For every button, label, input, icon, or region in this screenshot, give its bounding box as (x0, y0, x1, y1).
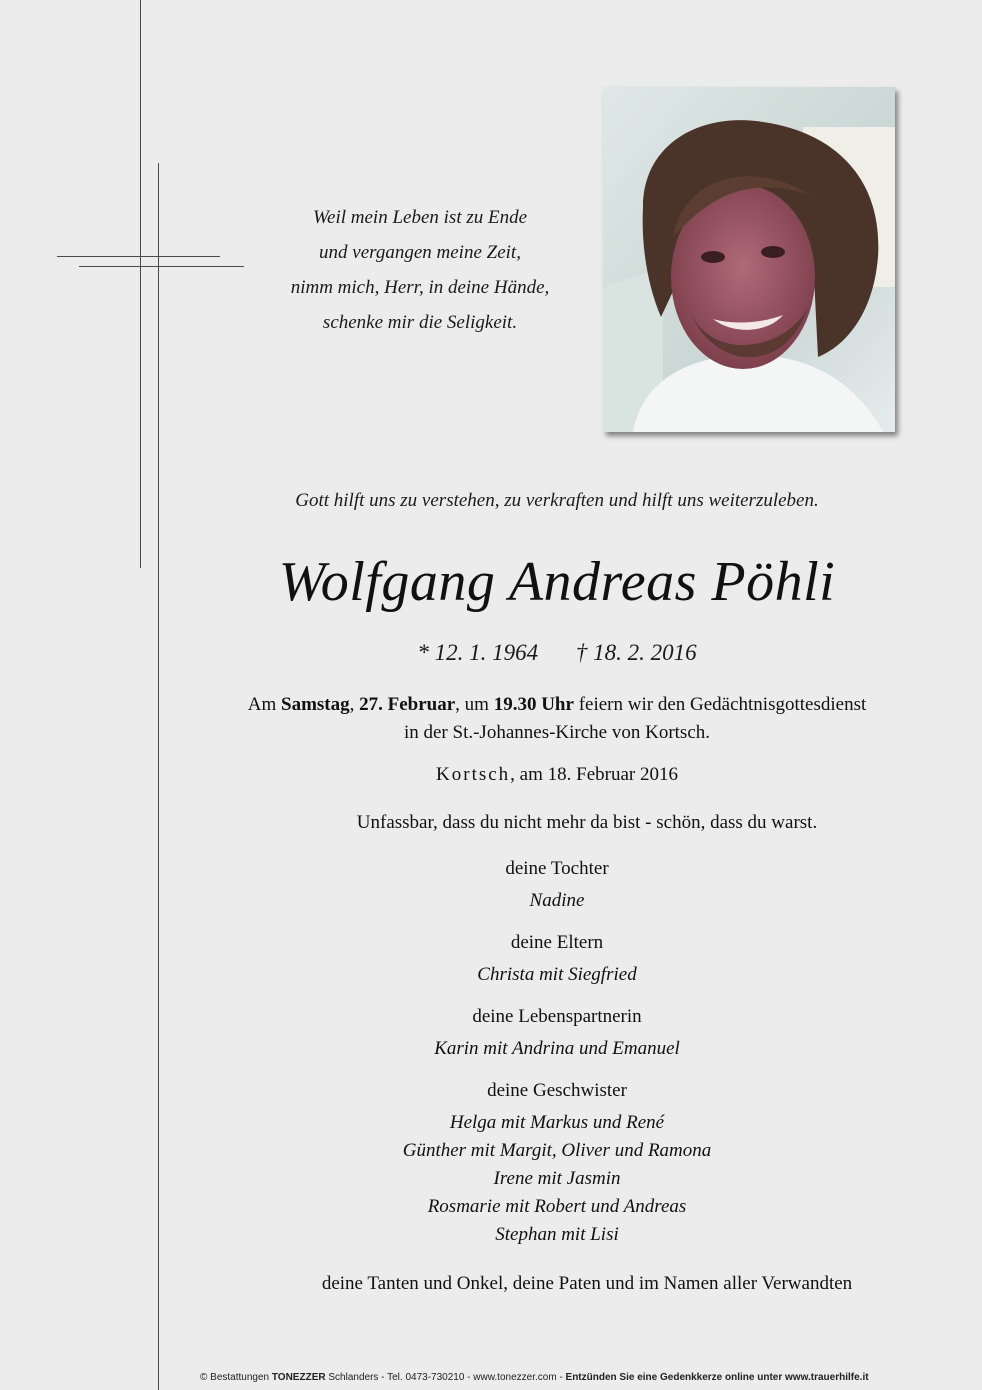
service-line-1 (190, 691, 924, 719)
footer-text: Schlanders - Tel. 0473-730210 - www.tonezzer.com - (325, 1372, 566, 1383)
quote-line: nimm mich, Herr, in deine Hände, (290, 277, 550, 298)
relative-title: deine Geschwister (487, 1080, 627, 1101)
service-text: feiern wir den Gedächtnisgottesdienst (573, 694, 867, 715)
footer-credit (200, 1372, 980, 1383)
portrait-photo (603, 87, 895, 432)
relatives-list (190, 855, 924, 1263)
service-text: , um (455, 694, 494, 715)
cross-horizontal-line-bottom (79, 266, 244, 267)
relative-name: Rosmarie mit Robert und Andreas (427, 1196, 687, 1217)
cross-vertical-line-right (158, 163, 159, 1390)
relative-name: Günther mit Margit, Oliver und Ramona (402, 1140, 712, 1161)
quote-line: Weil mein Leben ist zu Ende (312, 207, 528, 228)
footer-text: © Bestattungen (200, 1372, 272, 1383)
relative-title: deine Lebenspartnerin (472, 1006, 642, 1027)
service-date: 27. Februar (359, 694, 456, 715)
relative-group-parents (190, 929, 924, 989)
death-date: † 18. 2. 2016 (575, 640, 697, 665)
relative-name: Helga mit Markus und René (449, 1112, 665, 1133)
relative-name: Irene mit Jasmin (493, 1168, 621, 1189)
portrait-image (603, 87, 895, 432)
service-day: Samstag (281, 694, 350, 715)
relative-name: Nadine (529, 890, 585, 911)
cross-vertical-line-left (140, 0, 141, 568)
place-town: Kortsch (436, 764, 511, 785)
relative-group-partner (190, 1003, 924, 1063)
relative-group-daughter (190, 855, 924, 915)
quote-line: und vergangen meine Zeit, (319, 242, 521, 263)
relative-name: Christa mit Siegfried (477, 964, 637, 985)
memorial-quote (230, 200, 610, 340)
relative-title: deine Tochter (505, 858, 609, 879)
deceased-name: Wolfgang Andreas Pöhli (278, 551, 836, 613)
relative-name: Stephan mit Lisi (495, 1224, 619, 1245)
place-date: , am 18. Februar 2016 (510, 764, 678, 785)
relative-name: Karin mit Andrina und Emanuel (434, 1038, 680, 1059)
service-text: , (349, 694, 360, 715)
service-line-2: in der St.-Johannes-Kirche von Kortsch. (403, 722, 711, 743)
birth-date: * 12. 1. 1964 (417, 640, 539, 665)
quote-line: schenke mir die Seligkeit. (322, 312, 518, 333)
cross-horizontal-line-top (57, 256, 220, 257)
service-time: 19.30 Uhr (493, 694, 574, 715)
footer-company: TONEZZER (271, 1372, 326, 1383)
life-dates (190, 640, 924, 666)
memorial-service-info (190, 691, 924, 747)
motto: Gott hilft uns zu verstehen, zu verkraften und hilft uns weiterzuleben. (295, 490, 819, 511)
farewell-line: Unfassbar, dass du nicht mehr da bist - schön, dass du warst. (356, 812, 818, 833)
relative-title: deine Eltern (510, 932, 604, 953)
closing-line: deine Tanten und Onkel, deine Paten und im Namen aller Verwandten (321, 1273, 853, 1294)
service-text: Am (247, 694, 281, 715)
place-and-date (190, 764, 924, 786)
relative-group-siblings (190, 1077, 924, 1249)
footer-link-text: Entzünden Sie eine Gedenkkerze online unter www.trauerhilfe.it (565, 1372, 869, 1383)
